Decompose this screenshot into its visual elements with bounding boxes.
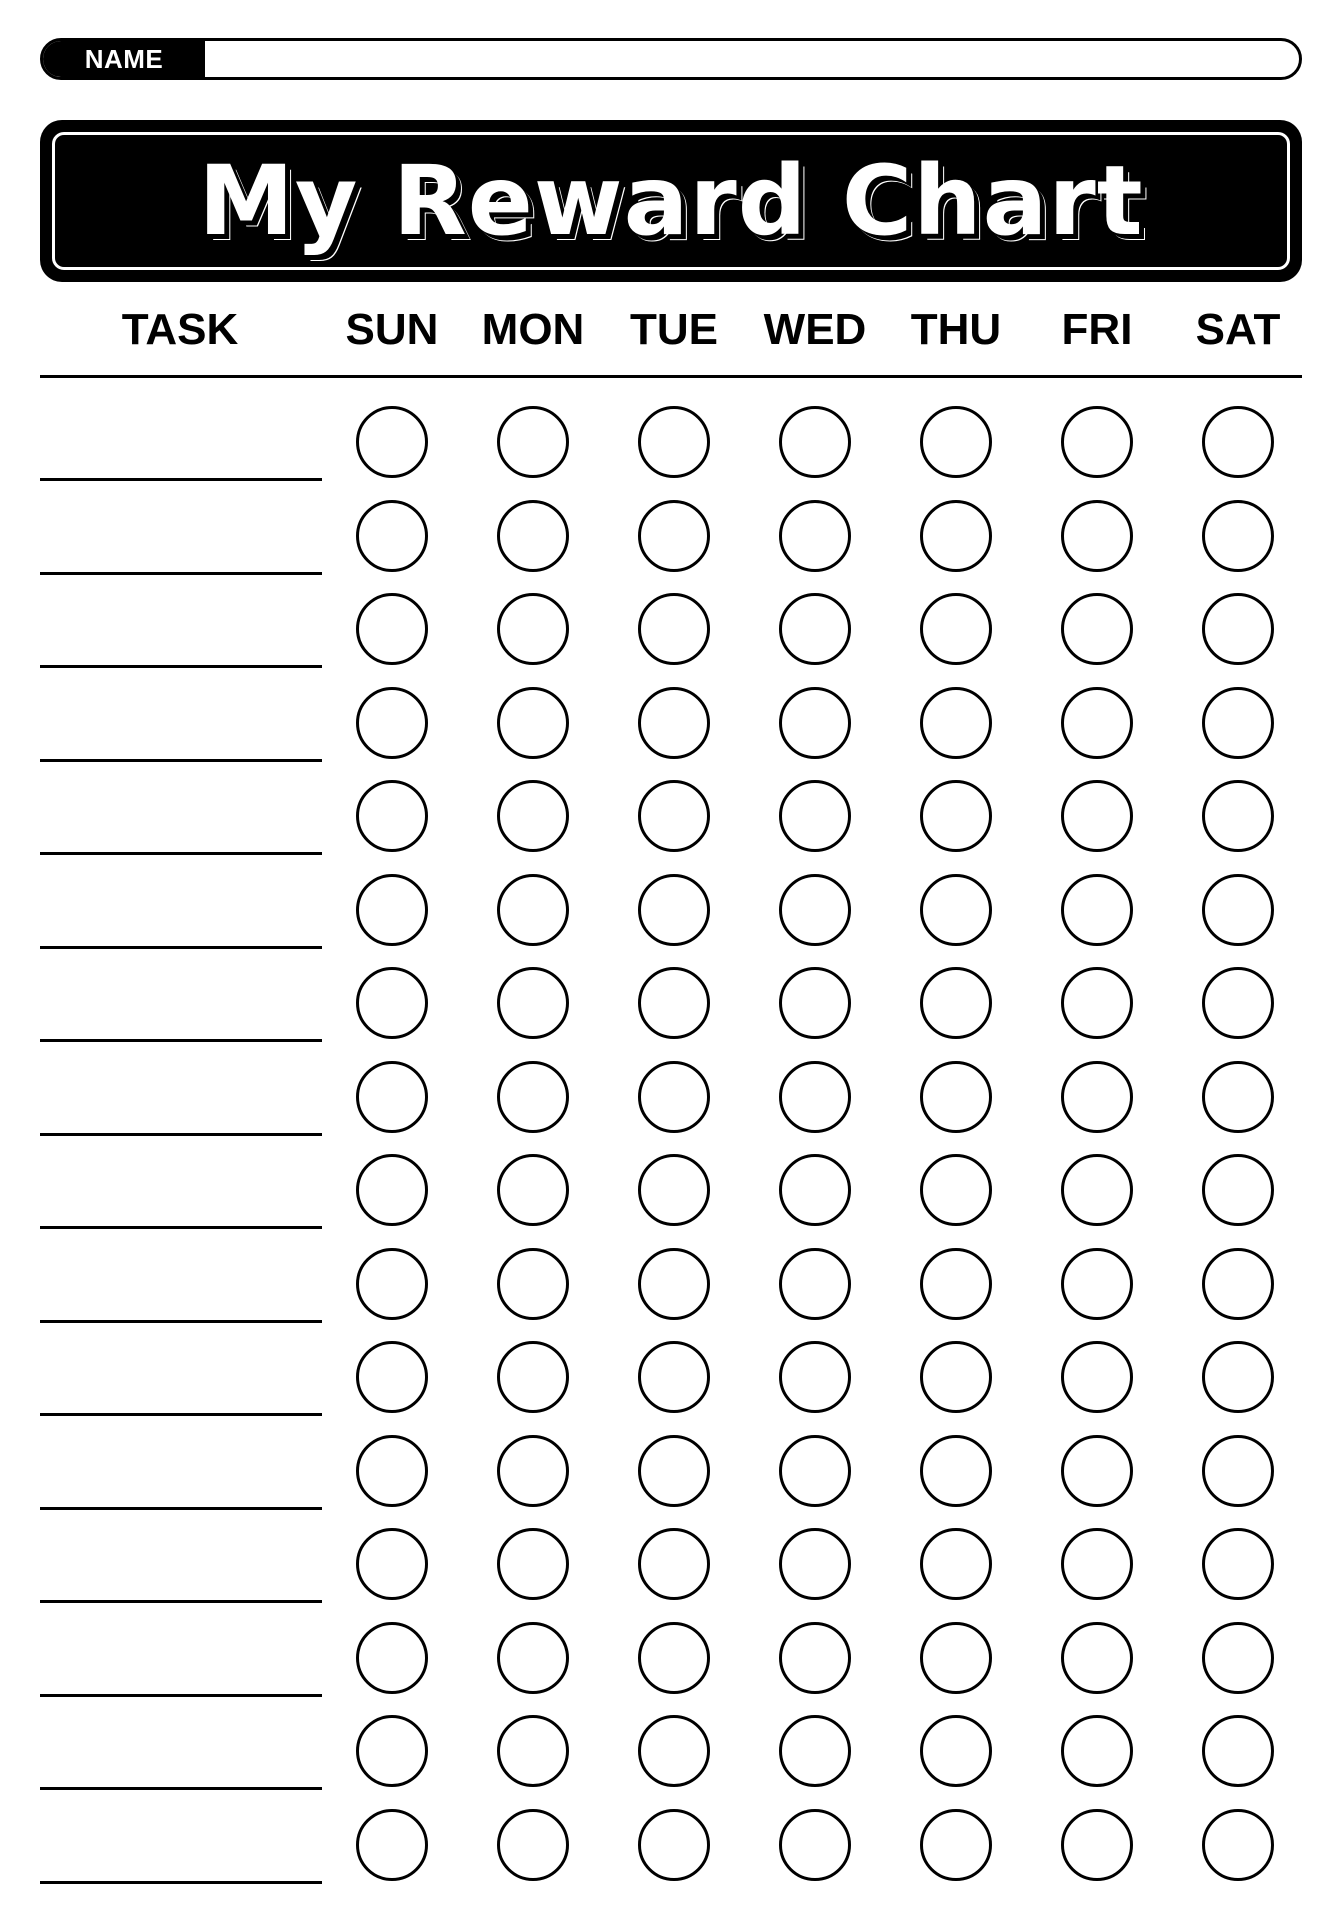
reward-circle-fri[interactable] — [1061, 1154, 1133, 1226]
reward-circle-thu[interactable] — [920, 1528, 992, 1600]
reward-circle-tue[interactable] — [638, 1435, 710, 1507]
reward-circle-sun[interactable] — [356, 1435, 428, 1507]
reward-circle-tue[interactable] — [638, 406, 710, 478]
reward-circle-fri[interactable] — [1061, 1061, 1133, 1133]
reward-circle-tue[interactable] — [638, 967, 710, 1039]
reward-circle-sat[interactable] — [1202, 593, 1274, 665]
reward-circle-mon[interactable] — [497, 1809, 569, 1881]
reward-circle-tue[interactable] — [638, 593, 710, 665]
reward-circle-mon[interactable] — [497, 500, 569, 572]
reward-circle-tue[interactable] — [638, 1528, 710, 1600]
reward-circle-fri[interactable] — [1061, 687, 1133, 759]
task-name-line[interactable] — [40, 1787, 322, 1790]
task-name-line[interactable] — [40, 1413, 322, 1416]
reward-circle-mon[interactable] — [497, 1154, 569, 1226]
reward-circle-sat[interactable] — [1202, 1061, 1274, 1133]
reward-circle-wed[interactable] — [779, 500, 851, 572]
reward-circle-thu[interactable] — [920, 500, 992, 572]
reward-circle-thu[interactable] — [920, 593, 992, 665]
reward-circle-mon[interactable] — [497, 1341, 569, 1413]
reward-circle-mon[interactable] — [497, 1435, 569, 1507]
reward-circle-sun[interactable] — [356, 1248, 428, 1320]
reward-circle-thu[interactable] — [920, 1341, 992, 1413]
reward-circle-wed[interactable] — [779, 967, 851, 1039]
reward-circle-thu[interactable] — [920, 1435, 992, 1507]
reward-circle-mon[interactable] — [497, 1622, 569, 1694]
column-header-sun: SUN — [345, 305, 439, 354]
reward-circle-wed[interactable] — [779, 1622, 851, 1694]
reward-circle-thu[interactable] — [920, 874, 992, 946]
reward-circle-tue[interactable] — [638, 1809, 710, 1881]
task-name-line[interactable] — [40, 1881, 322, 1884]
reward-circle-fri[interactable] — [1061, 967, 1133, 1039]
reward-circle-thu[interactable] — [920, 1061, 992, 1133]
reward-circle-tue[interactable] — [638, 500, 710, 572]
reward-circle-mon[interactable] — [497, 687, 569, 759]
column-header-tue: TUE — [630, 305, 718, 354]
task-name-line[interactable] — [40, 1226, 322, 1229]
reward-circle-mon[interactable] — [497, 874, 569, 946]
reward-circle-wed[interactable] — [779, 874, 851, 946]
reward-circle-sun[interactable] — [356, 406, 428, 478]
reward-circle-fri[interactable] — [1061, 874, 1133, 946]
column-header-task: TASK — [121, 305, 239, 354]
reward-circle-wed[interactable] — [779, 1715, 851, 1787]
reward-circle-sun[interactable] — [356, 1061, 428, 1133]
reward-circle-fri[interactable] — [1061, 1341, 1133, 1413]
reward-circle-wed[interactable] — [779, 1154, 851, 1226]
reward-circle-mon[interactable] — [497, 593, 569, 665]
reward-circle-sun[interactable] — [356, 874, 428, 946]
reward-circle-mon[interactable] — [497, 1715, 569, 1787]
reward-circle-fri[interactable] — [1061, 406, 1133, 478]
reward-circle-tue[interactable] — [638, 874, 710, 946]
reward-circle-sat[interactable] — [1202, 500, 1274, 572]
reward-circle-sun[interactable] — [356, 500, 428, 572]
reward-circle-mon[interactable] — [497, 780, 569, 852]
reward-circle-sat[interactable] — [1202, 1154, 1274, 1226]
reward-circle-sat[interactable] — [1202, 406, 1274, 478]
reward-circle-wed[interactable] — [779, 593, 851, 665]
task-name-line[interactable] — [40, 852, 322, 855]
task-name-line[interactable] — [40, 1694, 322, 1697]
reward-circle-sat[interactable] — [1202, 687, 1274, 759]
task-name-line[interactable] — [40, 1600, 322, 1603]
reward-circle-wed[interactable] — [779, 1341, 851, 1413]
reward-circle-wed[interactable] — [779, 780, 851, 852]
task-name-line[interactable] — [40, 759, 322, 762]
reward-circle-mon[interactable] — [497, 967, 569, 1039]
reward-circle-thu[interactable] — [920, 687, 992, 759]
reward-circle-fri[interactable] — [1061, 1715, 1133, 1787]
reward-circle-sat[interactable] — [1202, 967, 1274, 1039]
reward-circle-wed[interactable] — [779, 406, 851, 478]
reward-circle-tue[interactable] — [638, 1061, 710, 1133]
task-name-line[interactable] — [40, 946, 322, 949]
column-header-wed: WED — [763, 305, 867, 354]
reward-circle-sat[interactable] — [1202, 1248, 1274, 1320]
reward-circle-thu[interactable] — [920, 1809, 992, 1881]
reward-circle-sun[interactable] — [356, 1622, 428, 1694]
reward-circle-sun[interactable] — [356, 593, 428, 665]
reward-circle-thu[interactable] — [920, 1248, 992, 1320]
reward-circle-sat[interactable] — [1202, 1715, 1274, 1787]
reward-circle-mon[interactable] — [497, 1528, 569, 1600]
reward-circle-tue[interactable] — [638, 1248, 710, 1320]
task-name-line[interactable] — [40, 478, 322, 481]
reward-circle-mon[interactable] — [497, 406, 569, 478]
reward-circle-sat[interactable] — [1202, 1528, 1274, 1600]
reward-circle-sat[interactable] — [1202, 1622, 1274, 1694]
reward-circle-sun[interactable] — [356, 1341, 428, 1413]
reward-circle-mon[interactable] — [497, 1061, 569, 1133]
task-name-line[interactable] — [40, 1507, 322, 1510]
column-header-mon: MON — [481, 305, 585, 354]
reward-circle-thu[interactable] — [920, 1715, 992, 1787]
column-header-fri: FRI — [1061, 305, 1133, 354]
reward-circle-tue[interactable] — [638, 1341, 710, 1413]
task-name-line[interactable] — [40, 1320, 322, 1323]
reward-circle-fri[interactable] — [1061, 1435, 1133, 1507]
reward-circle-sun[interactable] — [356, 780, 428, 852]
reward-circle-wed[interactable] — [779, 687, 851, 759]
reward-circle-sat[interactable] — [1202, 1809, 1274, 1881]
reward-circle-fri[interactable] — [1061, 593, 1133, 665]
column-header-thu: THU — [910, 305, 1002, 354]
reward-circle-sat[interactable] — [1202, 1435, 1274, 1507]
reward-circle-thu[interactable] — [920, 1622, 992, 1694]
name-label: NAME — [43, 41, 205, 77]
reward-circle-fri[interactable] — [1061, 780, 1133, 852]
page-title: My Reward Chart — [198, 145, 1144, 257]
reward-circle-thu[interactable] — [920, 406, 992, 478]
reward-circle-mon[interactable] — [497, 1248, 569, 1320]
reward-circle-fri[interactable] — [1061, 1248, 1133, 1320]
reward-circle-tue[interactable] — [638, 687, 710, 759]
reward-circle-wed[interactable] — [779, 1528, 851, 1600]
reward-circle-tue[interactable] — [638, 780, 710, 852]
reward-circle-sat[interactable] — [1202, 874, 1274, 946]
reward-circle-sat[interactable] — [1202, 1341, 1274, 1413]
reward-circle-fri[interactable] — [1061, 1809, 1133, 1881]
reward-circle-thu[interactable] — [920, 780, 992, 852]
reward-circle-fri[interactable] — [1061, 500, 1133, 572]
reward-circle-sun[interactable] — [356, 1528, 428, 1600]
reward-circle-tue[interactable] — [638, 1715, 710, 1787]
column-header-sat: SAT — [1195, 305, 1281, 354]
reward-circle-wed[interactable] — [779, 1248, 851, 1320]
reward-circle-tue[interactable] — [638, 1622, 710, 1694]
reward-circle-sun[interactable] — [356, 1715, 428, 1787]
reward-circle-tue[interactable] — [638, 1154, 710, 1226]
reward-circle-thu[interactable] — [920, 1154, 992, 1226]
reward-circle-sat[interactable] — [1202, 780, 1274, 852]
reward-circle-wed[interactable] — [779, 1809, 851, 1881]
task-name-line[interactable] — [40, 1039, 322, 1042]
reward-circle-sun[interactable] — [356, 1154, 428, 1226]
reward-circle-fri[interactable] — [1061, 1528, 1133, 1600]
task-name-line[interactable] — [40, 665, 322, 668]
reward-circle-sun[interactable] — [356, 967, 428, 1039]
reward-circle-fri[interactable] — [1061, 1622, 1133, 1694]
reward-circle-thu[interactable] — [920, 967, 992, 1039]
task-name-line[interactable] — [40, 572, 322, 575]
reward-circle-wed[interactable] — [779, 1061, 851, 1133]
reward-circle-sun[interactable] — [356, 687, 428, 759]
task-name-line[interactable] — [40, 1133, 322, 1136]
reward-circle-sun[interactable] — [356, 1809, 428, 1881]
reward-circle-wed[interactable] — [779, 1435, 851, 1507]
